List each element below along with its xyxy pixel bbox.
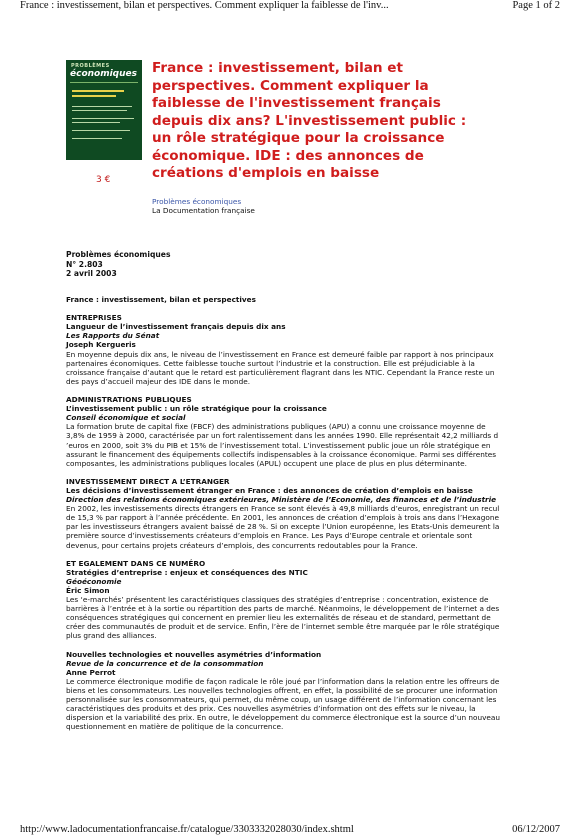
article-source: Direction des relations économiques extérieures, Ministère de l’Economie, des finances et de l’industrie bbox=[66, 495, 497, 505]
footer-date: 06/12/2007 bbox=[512, 824, 560, 835]
article-summary: La formation brute de capital fixe (FBCF) des administrations publiques (APU) a connu une croissance moyenne de 3,8% de 1959 à 2000, caractérisée par un fort ralentissement dans les années 1990. Elle représentait 42,2 milliards d ’euros en 2000, soit 3% du PIB et 15% de l’investissement total. L’investissement public joue un rôle stratégique en assurant le financement des équipements collectifs indispensables à la croissance économique. Parmi ses différentes composantes, les administrations publiques locales (APUL) occupent une place de plus en plus déterminante. bbox=[66, 422, 499, 468]
publisher-name: La Documentation française bbox=[152, 206, 255, 215]
article-author: Anne Perrot bbox=[66, 667, 116, 677]
article-summary: Le commerce électronique modifie de façon radicale le rôle joué par l’information dans la relation entre les offreurs de biens et les consommateurs. Les nouvelles technologies offrent, en effet, la possibilité de se procurer une information personnalisée sur les consommateurs, qui permet, du même coup, un usage différent de l’information concernant les caractéristiques des produits et des prix. Ces nouvelles asymétries d’information ont des effets sur le niveau, la dispersion et la variabilité des prix. En outre, le développement du commerce électronique est la source d’un nouveau questionnement en matière de politique de la concurrence. bbox=[66, 676, 501, 732]
issue-number: N° 2.803 bbox=[66, 259, 103, 269]
browser-print-footer bbox=[20, 824, 560, 838]
cover-text-line bbox=[72, 118, 134, 119]
article-title: Stratégies d’entreprise : enjeux et conséquences des NTIC bbox=[66, 567, 308, 577]
article-summary: En 2002, les investissements directs étrangers en France se sont élevés à 49,8 milliards d’euros, enregistrant un recul de 15,3 % par rapport à l’année précédente. En 2001, les annonces de création d’emplois à trois ans dans l’Hexagone par les investisseurs étrangers avaient baissé de 28 %. Si on excepte l’Union européenne, les Etats-Unis demeurent la première source d’investissements créateurs d’emplois en France. Les Pays d’Europe centrale et orientale sont devenus, pour certains projets créateurs d’emplois, des concurrents redoutables pour la France. bbox=[66, 504, 500, 550]
article-summary: En moyenne depuis dix ans, le niveau de l’investissement en France est demeuré faible par rapport à nos principaux partenaires économiques. Cette faiblesse touche surtout l’industrie et la construction. Elle est préjudiciable à la croissance française d’autant que le retard est particulièrement flagrant dans les NTIC. Cependant la France reste un des pays d’accueil majeur des IDE dans le monde. bbox=[66, 349, 495, 386]
section-heading: ENTREPRISES bbox=[66, 313, 122, 323]
article-source: Conseil économique et social bbox=[66, 413, 186, 423]
article-source: Les Rapports du Sénat bbox=[66, 331, 160, 341]
toc-section bbox=[66, 650, 506, 732]
article-title: Les décisions d’investissement étranger en France : des annonces de création d’emplois en baisse bbox=[66, 485, 473, 495]
cover-masthead-small: PROBLÈMES bbox=[71, 63, 110, 69]
article-source: Géoéconomie bbox=[66, 576, 122, 586]
header-title: France : investissement, bilan et perspectives. Comment expliquer la faiblesse de l'inv... bbox=[20, 0, 389, 11]
article-summary: Les ‘e-marchés’ présentent les caractéristiques classiques des stratégies d’entreprise : concentration, existence de barrières à l’entrée et à la sortie ou répartition des parts de marché. Néanmoins, le développement de l’internet a des conséquences stratégiques qui concernent en premier lieu les externalités de réseau et de standard, permettant de créer des communautés de produit et de service. Enfin, l’ère de l’internet semble être marquée par le rôle stratégique plus grand des alliances. bbox=[66, 595, 500, 641]
cover-masthead-large: économiques bbox=[70, 69, 137, 79]
article-title: L’investissement public : un rôle stratégique pour la croissance bbox=[66, 404, 327, 414]
article-author: Joseph Kergueris bbox=[66, 340, 136, 350]
toc-section bbox=[66, 395, 506, 468]
header-page-number: Page 1 of 2 bbox=[512, 0, 560, 11]
article-source: Revue de la concurrence et de la consommation bbox=[66, 658, 264, 668]
article-title: Langueur de l’investissement français depuis dix ans bbox=[66, 322, 286, 332]
cover-headline-bar bbox=[72, 95, 116, 97]
table-of-contents bbox=[66, 295, 506, 732]
price-label: 3 € bbox=[96, 175, 111, 185]
cover-text-line bbox=[72, 106, 132, 107]
cover-text-line bbox=[72, 122, 120, 123]
dossier-title: France : investissement, bilan et perspectives bbox=[66, 295, 256, 304]
cover-headline-bar bbox=[72, 90, 124, 92]
magazine-cover-image[interactable] bbox=[66, 60, 142, 160]
issue-date: 2 avril 2003 bbox=[66, 269, 117, 279]
toc-section bbox=[66, 477, 506, 550]
footer-url: http://www.ladocumentationfrancaise.fr/catalogue/3303332028030/index.shtml bbox=[20, 824, 354, 835]
article-author: Éric Simon bbox=[66, 586, 110, 595]
section-heading: INVESTISSEMENT DIRECT A L’ETRANGER bbox=[66, 476, 230, 486]
toc-section bbox=[66, 559, 506, 641]
section-heading: ET EGALEMENT DANS CE NUMÉRO bbox=[66, 558, 206, 568]
issue-info bbox=[66, 250, 170, 279]
browser-print-header bbox=[20, 0, 560, 14]
cover-text-line bbox=[72, 130, 130, 131]
cover-text-line bbox=[72, 138, 122, 139]
toc-section bbox=[66, 313, 506, 386]
section-heading: ADMINISTRATIONS PUBLIQUES bbox=[66, 395, 192, 405]
issue-name: Problèmes économiques bbox=[66, 250, 171, 259]
article-title: Nouvelles technologies et nouvelles asymétries d’information bbox=[66, 649, 322, 659]
cover-rule bbox=[70, 82, 138, 83]
cover-text-line bbox=[72, 110, 127, 111]
page-title: France : investissement, bilan et perspectives. Comment expliquer la faiblesse de l'investissement français depuis dix ans? L'investissement public : un rôle stratégique pour la croissance économique. IDE : des annonces de créations d'emplois en baisse bbox=[152, 60, 467, 181]
collection-link[interactable]: Problèmes économiques bbox=[152, 197, 242, 206]
